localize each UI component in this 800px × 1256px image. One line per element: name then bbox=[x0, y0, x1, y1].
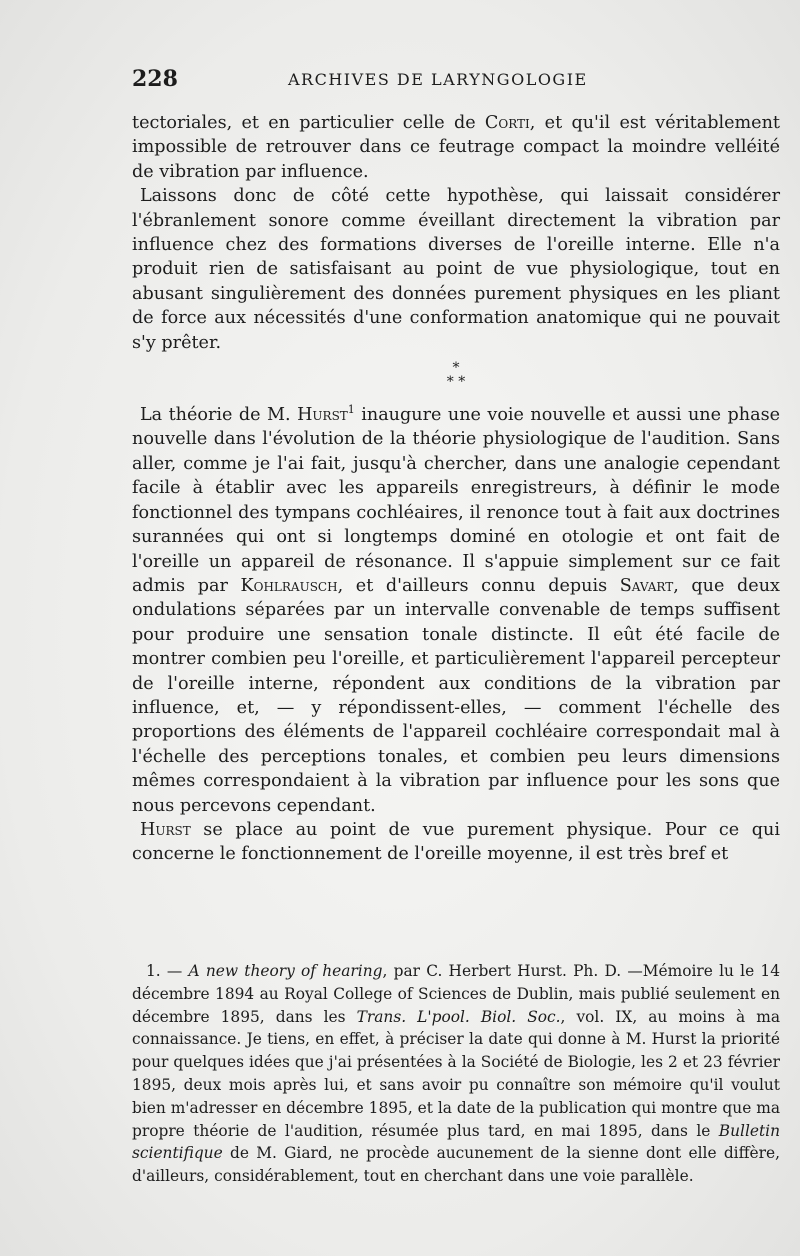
main-text bbox=[132, 111, 780, 867]
section-break-asterism: * * * bbox=[446, 360, 466, 391]
paragraph-1: tectoriales, et en particulier celle de Corti, et qu'il est véritablement impossible de retrouver dans ce feutrage compact la moindre velléité de vibration par influence. bbox=[132, 113, 780, 182]
footnote-bulletin: Bulletin scientifique bbox=[132, 1121, 780, 1163]
footnote-number: 1. bbox=[146, 962, 161, 980]
footnote-reference: 1 bbox=[347, 403, 355, 417]
footnote-work-title: A new theory of hearing bbox=[188, 962, 383, 980]
running-head: ARCHIVES DE LARYNGOLOGIE bbox=[288, 70, 588, 89]
author-name-hurst: Hurst bbox=[297, 405, 348, 426]
page-number: 228 bbox=[132, 66, 178, 92]
author-name-kohlrausch: Kohlrausch bbox=[240, 575, 338, 596]
paragraph-3: La théorie de M. Hurst$^1$ inaugure une voie nouvelle et aussi une phase nouvelle dans l'évolution de la théorie physiologique de l'audition. Sans aller, comme je l'ai fait, jusqu'à chercher, dans une analogie cependant facile à établir avec les appareils enregistreurs, à définir le mode fonctionnel des tympans cochléaires, il renonce tout à fait aux doctrines surannées qui ont si longtemps dominé en otologie et ont fait de l'oreille un appareil de résonance. Il s'appuie simplement sur ce fait admis par Kohlrausch, et d'ailleurs connu depuis Savart, que deux ondulations séparées par un intervalle convenable de temps suffisent pour produire une sensation tonale distincte. Il eût été facile de montrer combien peu l'oreille, et particulièrement l'appareil percepteur de l'oreille interne, répondent aux conditions de la vibration par influence, et, — y répondissent-elles, — comment l'échelle des proportions des éléments de l'appareil cochléaire correspondait mal à l'échelle des perceptions tonales, et combien peu leurs dimensions mêmes correspondaient à la vibration par influence pour les sons que nous percevons cependant. bbox=[132, 403, 781, 816]
paragraph-2: Laissons donc de côté cette hypothèse, qui laissait considérer l'ébranlement sonore comme éveillant directement la vibration par influence chez des formations diverses de l'oreille interne. Elle n'a produit rien de satisfaisant au point de vue physiologique, tout en abusant singulièrement des données purement physiques en les pliant de force aux nécessités d'une conformation anatomique qui ne pouvait s'y prêter. bbox=[132, 186, 780, 353]
paragraph-4: Hurst se place au point de vue purement physique. Pour ce qui concerne le fonctionnement de l'oreille moyenne, il est très bref et bbox=[132, 819, 780, 865]
footnote-text: 1. — A new theory of hearing, par C. Herbert Hurst. Ph. D. —Mémoire lu le 14 décembre 1894 au Royal College of Sciences de Dublin, mais publié seulement en décembre 1895, dans les Trans. L'pool. Biol. Soc., vol. IX, au moins à ma connaissance. Je tiens, en effet, à préciser la date qui donne à M. Hurst la priorité pour quelques idées que j'ai présentées à la Société de Biologie, les 2 et 23 février 1895, deux mois après lui, et sans avoir pu connaître son mémoire qu'il voulut bien m'adresser en décembre 1895, et la date de la publication qui montre que ma propre théorie de l'audition, résumée plus tard, en mai 1895, dans le Bulletin scientifique de M. Giard, ne procède aucunement de la sienne dont elle diffère, d'ailleurs, considérablement, tout en cherchant dans une voie parallèle. bbox=[132, 962, 781, 1186]
page-header bbox=[132, 66, 780, 100]
footnote bbox=[132, 960, 780, 1188]
footnote-journal: Trans. L'pool. Biol. Soc. bbox=[356, 1007, 561, 1026]
author-name-corti: Corti bbox=[484, 113, 530, 133]
author-name-savart: Savart bbox=[619, 575, 674, 596]
author-name-hurst-2: Hurst bbox=[140, 819, 191, 840]
